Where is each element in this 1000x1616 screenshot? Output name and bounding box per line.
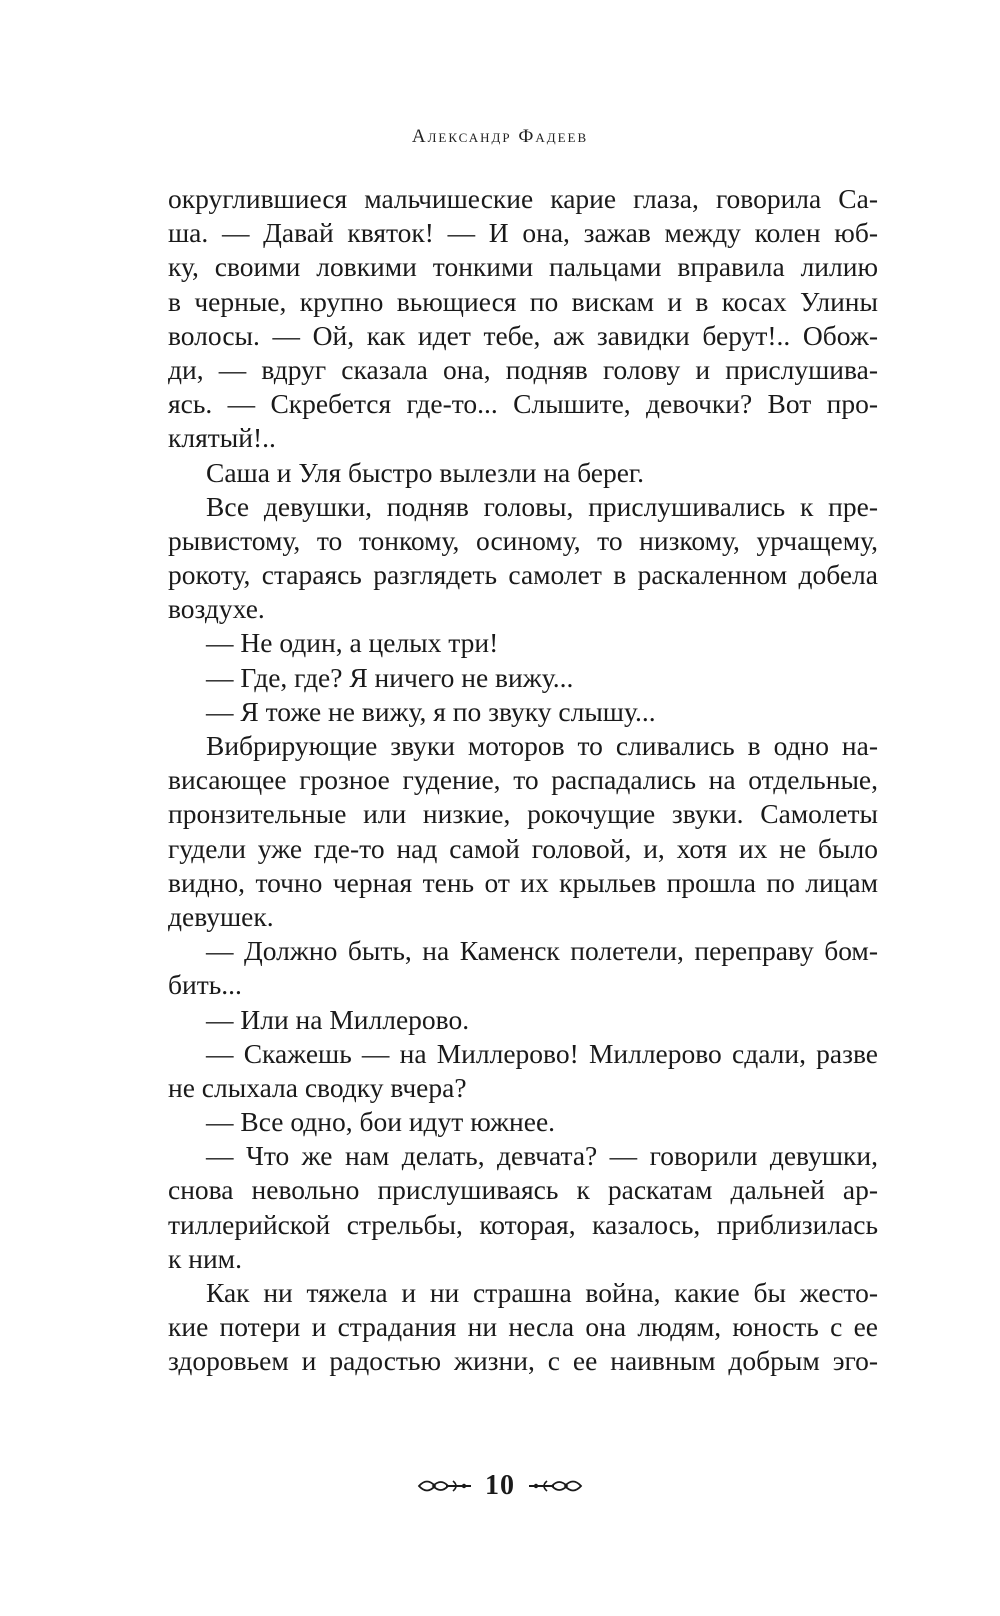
text-line: не слыхала сводку вчера? [168,1071,467,1103]
text-line: рокоту, стараясь разглядеть самолет в раскаленном добела [168,559,878,591]
text-line: здоровьем и радостью жизни, с ее наивным добрым эго- [168,1345,878,1377]
text-line: Все девушки, подняв головы, прислушивались к пре- [206,490,878,522]
text-line: ку, своими ловкими тонкими пальцами вправила лилию [168,251,878,283]
text-line: гудели уже где-то над самой головой, и, хотя их не было [168,832,878,864]
text-line: — Где, где? Я ничего не вижу... [206,661,574,693]
text-line: рывистому, то тонкому, осиному, то низкому, урчащему, [168,524,878,556]
text-line: клятый!.. [168,422,276,454]
text-line: волосы. — Ой, как идет тебе, аж завидки берут!.. Обож- [168,319,878,351]
text-line: пронзительные или низкие, рокочущие звуки. Самолеты [168,798,878,830]
text-line: — Все одно, бои идут южнее. [206,1106,556,1138]
text-line: снова невольно прислушиваясь к раскатам дальней ар- [168,1174,878,1206]
text-line: ясь. — Скребется где-то... Слышите, девочки? Вот про- [168,388,878,420]
page-folio [0,1470,1000,1502]
text-line: к ним. [168,1242,242,1274]
text-line: — Скажешь — на Миллерово! Миллерово сдали, разве [206,1037,878,1069]
left-ornament-icon [417,1476,473,1496]
text-line: — Что же нам делать, девчата? — говорили девушки, [206,1140,878,1172]
text-line: ди, — вдруг сказала она, подняв голову и прислушива- [168,353,878,385]
text-line: — Или на Миллерово. [206,1003,470,1035]
text-line: ша. — Давай квяток! — И она, зажав между колен юб- [168,217,878,249]
text-line: висающее грозное гудение, то распадались на отдельные, [168,764,878,796]
page-number: 10 [485,1470,515,1501]
right-ornament-icon [527,1476,583,1496]
text-line: тиллерийской стрельбы, которая, казалось, приблизилась [168,1208,878,1240]
text-line: бить... [168,969,242,1001]
text-line: Вибрирующие звуки моторов то сливались в одно на- [206,730,878,761]
text-line: Как ни тяжела и ни страшна война, какие бы жесто- [206,1277,878,1308]
text-line: воздухе. [168,593,265,625]
text-line: видно, точно черная тень от их крыльев прошла по лицам [168,866,878,898]
text-line: девушек. [168,900,274,932]
text-line: округлившиеся мальчишеские карие глаза, говорила Са- [168,183,878,214]
text-line: — Должно быть, на Каменск полетели, переправу бом- [206,935,878,967]
body-text [168,182,878,1379]
text-line: в черные, крупно вьющиеся по вискам и в косах Улины [168,285,878,317]
text-line: Саша и Уля быстро вылезли на берег. [206,456,644,488]
text-line: кие потери и страдания ни несла она людям, юность с ее [168,1311,878,1343]
text-line: — Я тоже не вижу, я по звуку слышу... [206,695,656,727]
text-line: — Не один, а целых три! [206,627,499,659]
running-head: Александр Фадеев [411,126,589,147]
